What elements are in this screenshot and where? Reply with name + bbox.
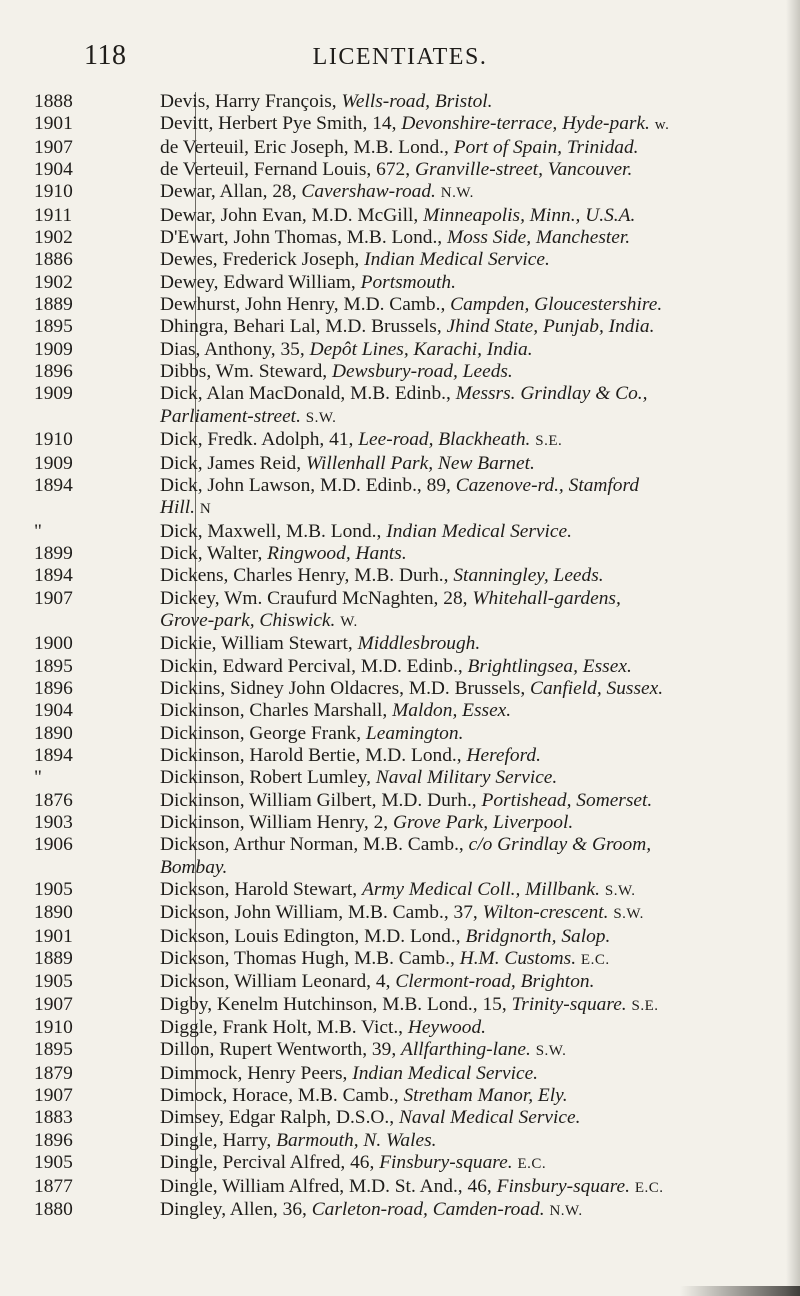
entry-year: 1901 xyxy=(34,113,73,135)
entry-year: 1896 xyxy=(34,361,73,383)
entry-year: 1896 xyxy=(34,677,73,699)
entry-name: Dickinson, Robert Lumley, xyxy=(160,767,371,789)
entry-name: Dingley, Allen, xyxy=(160,1198,278,1220)
entry-year: 1880 xyxy=(34,1198,73,1220)
entry-year: 1902 xyxy=(34,227,73,249)
list-item xyxy=(0,790,800,812)
entry-address: Whitehall-gardens, xyxy=(472,587,621,609)
entry-address: Indian Medical Service. xyxy=(386,520,572,542)
entry-name: Dickinson, George Frank, xyxy=(160,722,362,744)
entry-name: Dhingra, Behari Lal, xyxy=(160,316,321,338)
entry-year: 1907 xyxy=(34,136,73,158)
entry-name: Dickins, Sidney John Oldacres, xyxy=(160,677,404,699)
entry-text xyxy=(88,926,800,948)
entry-text xyxy=(88,745,800,767)
entry-qualification: M.B. Camb., 37, xyxy=(347,902,478,924)
entry-district: E.C. xyxy=(517,1156,547,1173)
entry-text xyxy=(88,1176,800,1199)
list-item xyxy=(0,383,800,429)
entry-text xyxy=(88,453,800,475)
entry-year: 1907 xyxy=(34,993,73,1015)
entry-text xyxy=(88,272,800,294)
entry-district: E.C. xyxy=(634,1179,664,1196)
entry-address: Wells-road, Bristol. xyxy=(341,91,493,112)
entry-text xyxy=(88,1199,800,1222)
entry-qualification: 672, xyxy=(376,159,411,181)
entry-text xyxy=(88,205,800,227)
list-item xyxy=(0,205,800,227)
entry-qualification: M.D. Lond., xyxy=(364,925,461,947)
entry-name: Dibbs, Wm. Steward, xyxy=(160,361,328,383)
entry-year: 1905 xyxy=(34,879,73,901)
entry-address-continued: Grove-park, Chiswick. xyxy=(160,609,336,631)
entry-address: Ringwood, Hants. xyxy=(267,542,407,564)
entry-text xyxy=(88,1130,800,1152)
entry-address: Naval Military Service. xyxy=(375,767,558,789)
entry-name: Dickson, William Leonard, xyxy=(160,971,372,993)
entry-address: Trinity-square. xyxy=(511,993,627,1015)
entry-address: Cazenove-rd., Stamford xyxy=(455,474,640,496)
entry-address: Naval Medical Service. xyxy=(398,1107,581,1129)
entry-name: Dickey, Wm. Craufurd McNaghten, xyxy=(160,587,439,609)
entry-year: 1894 xyxy=(34,744,73,766)
entry-text xyxy=(88,249,800,271)
entry-year: 1896 xyxy=(34,1129,73,1151)
entry-qualification: M.B. Camb., xyxy=(297,1085,399,1107)
entry-year: 1894 xyxy=(34,474,73,496)
list-item xyxy=(0,91,800,113)
entry-text xyxy=(88,383,800,429)
entry-name: Dickinson, Harold Bertie, xyxy=(160,744,361,766)
list-item xyxy=(0,249,800,271)
entry-year: 1904 xyxy=(34,159,73,181)
list-item xyxy=(0,181,800,204)
entry-name: Dewes, Frederick Joseph, xyxy=(160,249,360,271)
entry-year: 1904 xyxy=(34,700,73,722)
list-item xyxy=(0,767,800,789)
entry-district: w. xyxy=(654,117,670,134)
entry-address: Lee-road, Blackheath. xyxy=(358,429,531,451)
list-item xyxy=(0,339,800,361)
entry-year: 1895 xyxy=(34,1039,73,1061)
entry-name: Dias, Anthony, xyxy=(160,338,276,360)
list-item xyxy=(0,1130,800,1152)
entry-address-continued: Bombay. xyxy=(160,856,228,878)
list-item xyxy=(0,1063,800,1085)
entry-name: Dickin, Edward Percival, xyxy=(160,655,356,677)
entry-text xyxy=(88,678,800,700)
entry-text xyxy=(88,339,800,361)
entry-address: Maldon, Essex. xyxy=(392,700,512,722)
entry-name: Dimmock, Henry Peers, xyxy=(160,1062,348,1084)
entry-text xyxy=(88,475,800,521)
entry-text xyxy=(88,1039,800,1062)
list-item xyxy=(0,316,800,338)
list-item xyxy=(0,879,800,902)
entry-address: Carleton-road, Camden-road. xyxy=(311,1198,545,1220)
entry-address: Campden, Gloucestershire. xyxy=(450,294,663,316)
entry-address: Cavershaw-road. xyxy=(301,181,436,203)
entry-address: Stanningley, Leeds. xyxy=(453,565,604,587)
entry-qualification: M.D. Edinb., xyxy=(360,655,463,677)
entry-text xyxy=(88,588,800,634)
entry-text xyxy=(88,181,800,204)
entry-district: S.W. xyxy=(535,1043,567,1060)
entry-year: " xyxy=(34,767,42,789)
entry-text xyxy=(88,137,800,159)
entry-address: Finsbury-square. xyxy=(379,1152,513,1174)
entry-qualification: M.D. Camb., xyxy=(343,294,446,316)
entry-address: H.M. Customs. xyxy=(459,948,577,970)
list-item xyxy=(0,656,800,678)
entry-text xyxy=(88,1152,800,1175)
entry-qualification: 35, xyxy=(280,338,305,360)
entry-year: 1888 xyxy=(34,91,73,112)
list-item xyxy=(0,926,800,948)
entry-name: Dickinson, William Henry, xyxy=(160,812,369,833)
list-item xyxy=(0,994,800,1017)
entry-address: Jhind State, Punjab, India. xyxy=(446,316,655,338)
entry-year: 1907 xyxy=(34,587,73,609)
entry-qualification: M.B. Camb., xyxy=(363,834,464,856)
entry-text xyxy=(88,565,800,587)
entry-qualification: M.D. Durh., xyxy=(381,789,477,811)
entry-qualification: 46, xyxy=(350,1152,375,1174)
list-item xyxy=(0,137,800,159)
entry-name: Dewey, Edward William, xyxy=(160,271,356,293)
list-item xyxy=(0,971,800,993)
entry-name: de Verteuil, Fernand Louis, xyxy=(160,159,372,181)
entry-year: 1900 xyxy=(34,633,73,655)
list-item xyxy=(0,633,800,655)
entry-text xyxy=(88,1107,800,1129)
running-head: LICENTIATES. xyxy=(312,44,488,70)
entry-text xyxy=(88,227,800,249)
list-item xyxy=(0,294,800,316)
entry-district: S.W. xyxy=(305,409,337,426)
entry-text xyxy=(88,113,800,136)
entry-address: Hereford. xyxy=(466,744,541,766)
entry-address-continued: Parliament-street. xyxy=(160,405,301,427)
entry-year: " xyxy=(34,520,42,542)
entry-year: 1879 xyxy=(34,1062,73,1084)
list-item xyxy=(0,588,800,634)
entry-address: Allfarthing-lane. xyxy=(401,1039,531,1061)
entry-address: Finsbury-square. xyxy=(496,1175,630,1197)
entry-address: Grove Park, Liverpool. xyxy=(392,812,574,833)
entry-address: Granville-street, Vancouver. xyxy=(414,159,633,181)
entry-address: Bridgnorth, Salop. xyxy=(465,925,611,947)
list-item xyxy=(0,1199,800,1222)
entry-text xyxy=(88,812,800,834)
entry-text xyxy=(88,767,800,789)
list-item xyxy=(0,521,800,543)
entry-name: Dingle, Harry, xyxy=(160,1129,272,1151)
entry-address: Clermont-road, Brighton. xyxy=(395,971,595,993)
list-item xyxy=(0,361,800,383)
entry-address: Port of Spain, Trinidad. xyxy=(453,136,639,158)
entry-address: Indian Medical Service. xyxy=(352,1062,539,1084)
list-item xyxy=(0,1039,800,1062)
entry-year: 1899 xyxy=(34,542,73,564)
entry-qualification: M.B. Lond., xyxy=(346,227,443,249)
entry-district: S.W. xyxy=(604,883,636,900)
entry-year: 1911 xyxy=(34,204,73,226)
list-item xyxy=(0,113,800,136)
entry-name: Dickson, John William, xyxy=(160,902,344,924)
entry-qualification: M.D. McGill, xyxy=(311,204,419,226)
entry-year: 1901 xyxy=(34,925,73,947)
list-item xyxy=(0,159,800,181)
entry-name: Dickinson, William Gilbert, xyxy=(160,789,377,811)
entry-address: Willenhall Park, New Barnet. xyxy=(305,452,535,474)
entry-year: 1889 xyxy=(34,294,73,316)
entry-address: c/o Grindlay & Groom, xyxy=(468,834,652,856)
entry-text xyxy=(88,159,800,181)
entry-year: 1903 xyxy=(34,812,73,833)
page-edge-shadow xyxy=(786,0,800,1296)
entry-year: 1905 xyxy=(34,971,73,993)
entry-qualification: 39, xyxy=(371,1039,397,1061)
entry-continuation xyxy=(160,610,788,633)
page-corner-shadow xyxy=(680,1286,800,1296)
entry-text xyxy=(88,700,800,722)
entry-district: S.E. xyxy=(631,997,659,1014)
entry-qualification: 28, xyxy=(272,181,297,203)
entry-name: de Verteuil, Eric Joseph, xyxy=(160,136,349,158)
list-item xyxy=(0,272,800,294)
entry-qualification: M.B. Camb., xyxy=(354,948,455,970)
entry-address: Leamington. xyxy=(365,722,464,744)
list-item xyxy=(0,678,800,700)
entry-qualification: 28, xyxy=(443,587,468,609)
entry-name: Digby, Kenelm Hutchinson, xyxy=(160,993,378,1015)
entry-text xyxy=(88,1063,800,1085)
entry-address: Portishead, Somerset. xyxy=(481,789,653,811)
page-number: 118 xyxy=(84,40,127,71)
entry-text xyxy=(88,1017,800,1039)
list-item xyxy=(0,812,800,834)
entry-year: 1895 xyxy=(34,655,73,677)
list-item xyxy=(0,1176,800,1199)
list-item xyxy=(0,227,800,249)
entry-text xyxy=(88,656,800,678)
entry-text xyxy=(88,294,800,316)
entry-qualification: M.D. Edinb., 89, xyxy=(319,474,451,496)
entry-year: 1910 xyxy=(34,181,73,203)
list-item xyxy=(0,948,800,971)
list-item xyxy=(0,453,800,475)
entry-text xyxy=(88,91,800,113)
entry-text xyxy=(88,429,800,452)
entry-qualification: M.D. St. And., 46, xyxy=(348,1175,492,1197)
entry-address: Messrs. Grindlay & Co., xyxy=(455,383,648,405)
entry-name: Dick, James Reid, xyxy=(160,452,302,474)
entry-name: Dickinson, Charles Marshall, xyxy=(160,700,388,722)
entry-year: 1889 xyxy=(34,948,73,970)
entry-name: Dickson, Thomas Hugh, xyxy=(160,948,350,970)
list-item xyxy=(0,723,800,745)
entry-address: Heywood. xyxy=(407,1017,486,1039)
entry-name: Dimsey, Edgar Ralph, xyxy=(160,1107,332,1129)
entry-name: Diggle, Frank Holt, xyxy=(160,1017,312,1039)
entry-address: Moss Side, Manchester. xyxy=(447,227,631,249)
list-item xyxy=(0,1017,800,1039)
entry-text xyxy=(88,834,800,879)
entry-address: Barmouth, N. Wales. xyxy=(276,1129,437,1151)
list-item xyxy=(0,1152,800,1175)
list-item xyxy=(0,902,800,925)
entry-year: 1890 xyxy=(34,902,73,924)
entry-qualification: 14, xyxy=(372,113,397,135)
page-header xyxy=(0,40,800,80)
list-item xyxy=(0,834,800,879)
entry-text xyxy=(88,902,800,925)
entry-year: 1877 xyxy=(34,1175,73,1197)
entry-qualification: 4, xyxy=(375,971,391,993)
entry-text xyxy=(88,790,800,812)
entry-name: Dick, John Lawson, xyxy=(160,474,316,496)
entry-address: Portsmouth. xyxy=(360,271,456,293)
entry-name: Dewar, Allan, xyxy=(160,181,268,203)
entry-name: Dimock, Horace, xyxy=(160,1085,293,1107)
entry-qualification: M.B. Lond., xyxy=(353,136,449,158)
entry-year: 1886 xyxy=(34,249,73,271)
entry-qualification: D.S.O., xyxy=(335,1107,395,1129)
list-item xyxy=(0,745,800,767)
entry-qualification: M.D. Brussels, xyxy=(408,677,526,699)
entry-name: Dingle, Percival Alfred, xyxy=(160,1152,346,1174)
list-item xyxy=(0,700,800,722)
entry-year: 1895 xyxy=(34,316,73,338)
entry-text xyxy=(88,971,800,993)
entry-name: Dewhurst, John Henry, xyxy=(160,294,339,316)
entry-address: Depôt Lines, Karachi, India. xyxy=(309,338,533,360)
entry-year: 1883 xyxy=(34,1107,73,1129)
entry-text xyxy=(88,723,800,745)
entry-year: 1910 xyxy=(34,429,73,451)
entry-text xyxy=(88,316,800,338)
entry-continuation xyxy=(160,497,788,520)
entry-name: Dickson, Harold Stewart, xyxy=(160,879,358,901)
entry-text xyxy=(88,1085,800,1107)
entry-name: Devitt, Herbert Pye Smith, xyxy=(160,113,368,135)
list-item xyxy=(0,565,800,587)
entry-qualification: M.B. Lond., 15, xyxy=(382,993,507,1015)
entry-text xyxy=(88,994,800,1017)
entry-year: 1906 xyxy=(34,834,73,856)
entry-text xyxy=(88,879,800,902)
list-item xyxy=(0,1107,800,1129)
entry-district: S.W. xyxy=(613,906,644,923)
entry-district: S.E. xyxy=(535,433,563,450)
entry-continuation xyxy=(160,857,788,879)
entry-district: N xyxy=(199,501,212,518)
entry-year: 1876 xyxy=(34,789,73,811)
entry-year: 1909 xyxy=(34,452,73,474)
entry-text xyxy=(88,633,800,655)
entry-text xyxy=(88,361,800,383)
entry-address: Minneapolis, Minn., U.S.A. xyxy=(423,204,636,226)
entry-text xyxy=(88,543,800,565)
entry-continuation xyxy=(160,406,788,429)
list-item xyxy=(0,543,800,565)
entry-qualification: 41, xyxy=(329,429,354,451)
entry-name: Dillon, Rupert Wentworth, xyxy=(160,1039,368,1061)
entry-district: E.C. xyxy=(580,952,610,969)
entry-district: N.W. xyxy=(440,185,474,202)
entry-qualification: M.D. Lond., xyxy=(365,744,462,766)
list-item xyxy=(0,429,800,452)
entry-address: Devonshire-terrace, Hyde-park. xyxy=(401,113,650,135)
entry-name: Dick, Walter, xyxy=(160,542,263,564)
entry-qualification: M.D. Brussels, xyxy=(325,316,442,338)
entry-year: 1910 xyxy=(34,1017,73,1039)
entry-address: Indian Medical Service. xyxy=(364,249,550,271)
entry-district: W. xyxy=(340,613,358,630)
entry-name: Dewar, John Evan, xyxy=(160,204,307,226)
entry-address: Canfield, Sussex. xyxy=(530,677,664,699)
entry-name: Dickson, Arthur Norman, xyxy=(160,834,359,856)
entry-name: Dingle, William Alfred, xyxy=(160,1175,345,1197)
entry-qualification: M.B. Edinb., xyxy=(350,383,451,405)
entry-qualification: 2, xyxy=(373,812,389,833)
entry-text xyxy=(88,521,800,543)
entry-address: Dewsbury-road, Leeds. xyxy=(332,361,513,383)
list-item xyxy=(0,1085,800,1107)
entry-address: Stretham Manor, Ely. xyxy=(403,1085,568,1107)
entry-address: Army Medical Coll., Millbank. xyxy=(361,879,600,901)
entry-year: 1909 xyxy=(34,383,73,405)
list-item xyxy=(0,475,800,521)
licentiates-list xyxy=(0,91,800,1222)
entry-name: Dickie, William Stewart, xyxy=(160,633,353,655)
entry-name: Dickens, Charles Henry, xyxy=(160,565,350,587)
entry-address-continued: Hill. xyxy=(160,497,196,519)
entry-name: D'Ewart, John Thomas, xyxy=(160,227,342,249)
entry-year: 1907 xyxy=(34,1085,73,1107)
entry-text xyxy=(88,948,800,971)
entry-district: N.W. xyxy=(549,1202,583,1219)
entry-qualification: M.B. Lond., xyxy=(286,520,382,542)
entry-name: Devis, Harry François, xyxy=(160,91,337,112)
entry-year: 1890 xyxy=(34,722,73,744)
entry-year: 1902 xyxy=(34,271,73,293)
entry-address: Brightlingsea, Essex. xyxy=(467,655,632,677)
entry-address: Wilton-crescent. xyxy=(482,902,609,924)
entry-qualification: M.B. Durh., xyxy=(354,565,449,587)
entry-qualification: M.B. Vict., xyxy=(316,1017,404,1039)
entry-address: Middlesbrough. xyxy=(357,633,481,655)
entry-name: Dickson, Louis Edington, xyxy=(160,925,360,947)
entry-qualification: 36, xyxy=(282,1198,307,1220)
entry-year: 1905 xyxy=(34,1152,73,1174)
entry-name: Dick, Alan MacDonald, xyxy=(160,383,346,405)
entry-year: 1909 xyxy=(34,338,73,360)
entry-year: 1894 xyxy=(34,565,73,587)
entry-name: Dick, Maxwell, xyxy=(160,520,282,542)
entry-name: Dick, Fredk. Adolph, xyxy=(160,429,325,451)
